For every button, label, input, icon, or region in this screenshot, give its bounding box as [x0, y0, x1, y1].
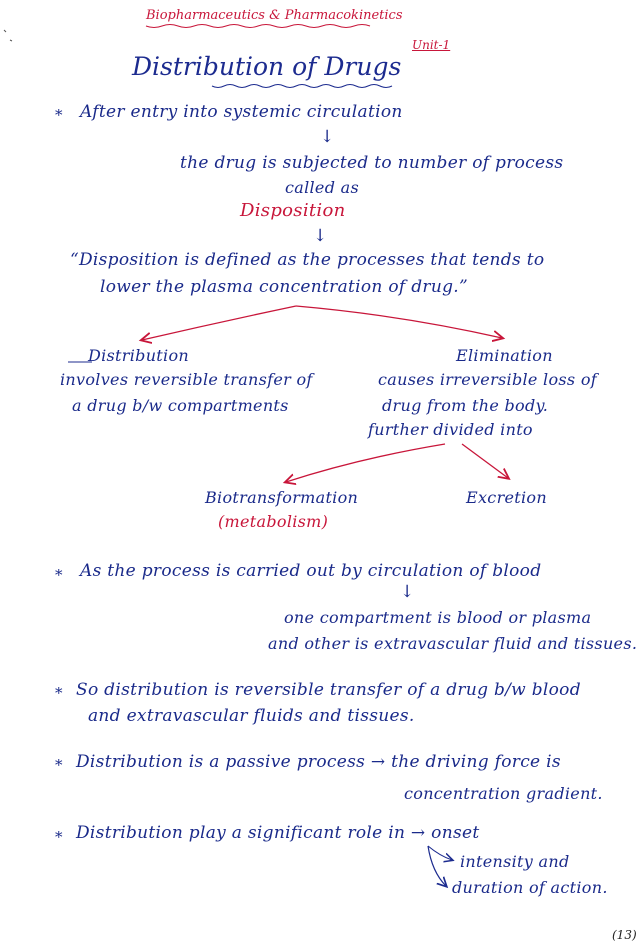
- point-3-line-2: concentration gradient.: [404, 784, 603, 803]
- distribution-heading: Distribution: [88, 346, 189, 365]
- elimination-heading: Elimination: [456, 346, 553, 365]
- arrow-to-biotransformation: [286, 444, 445, 482]
- subject-header: Biopharmaceutics & Pharmacokinetics: [146, 8, 403, 23]
- point-2-line-2: and extravascular fluids and tissues.: [88, 706, 415, 726]
- distribution-line-2: a drug b/w compartments: [72, 396, 289, 415]
- bullet-star: *: [55, 684, 63, 702]
- point-4-line-3: duration of action.: [452, 878, 608, 897]
- intro-line-3: called as: [285, 178, 359, 197]
- bullet-star: *: [55, 106, 63, 124]
- point-4-line-1: Distribution play a significant role in → onset: [76, 823, 480, 843]
- bullet-star: *: [55, 828, 63, 846]
- elimination-line-2: drug from the body.: [382, 396, 549, 415]
- title-underline: [212, 85, 392, 88]
- arrow-to-duration: [428, 846, 446, 886]
- bullet-star: *: [55, 566, 63, 584]
- page-title: Distribution of Drugs: [132, 52, 402, 81]
- excretion-heading: Excretion: [466, 488, 547, 507]
- header-underline: [146, 25, 370, 28]
- bullet-star: *: [55, 756, 63, 774]
- down-arrow-icon: ↓: [313, 226, 328, 246]
- point-1-line-3: and other is extravascular fluid and tissues.: [268, 634, 638, 653]
- distribution-line-1: involves reversible transfer of: [60, 370, 313, 389]
- definition-line-1: “Disposition is defined as the processes that tends to: [70, 250, 545, 270]
- biotransformation-heading: Biotransformation: [205, 488, 359, 507]
- point-4-line-2: intensity and: [460, 852, 570, 871]
- arrow-to-intensity: [428, 846, 452, 860]
- down-arrow-icon: ↓: [400, 582, 415, 602]
- intro-line-1: After entry into systemic circulation: [80, 102, 403, 122]
- metabolism-label: (metabolism): [218, 512, 329, 531]
- corner-dots: [4, 30, 12, 41]
- down-arrow-icon: ↓: [320, 127, 335, 147]
- page-number: (13): [612, 928, 637, 942]
- definition-line-2: lower the plasma concentration of drug.”: [100, 277, 468, 297]
- elimination-line-1: causes irreversible loss of: [378, 370, 597, 389]
- point-3-line-1: Distribution is a passive process → the driving force is: [76, 752, 561, 772]
- point-1-line-2: one compartment is blood or plasma: [284, 608, 592, 627]
- point-1-line-1: As the process is carried out by circulation of blood: [80, 561, 542, 581]
- arrow-to-distribution: [142, 306, 296, 340]
- elimination-line-3: further divided into: [368, 420, 533, 439]
- point-2-line-1: So distribution is reversible transfer of a drug b/w blood: [76, 680, 581, 700]
- disposition-term: Disposition: [240, 200, 346, 221]
- arrow-to-elimination: [296, 306, 502, 338]
- intro-line-2: the drug is subjected to number of process: [180, 153, 564, 173]
- arrow-to-excretion: [462, 444, 508, 478]
- unit-label: Unit-1: [412, 38, 451, 52]
